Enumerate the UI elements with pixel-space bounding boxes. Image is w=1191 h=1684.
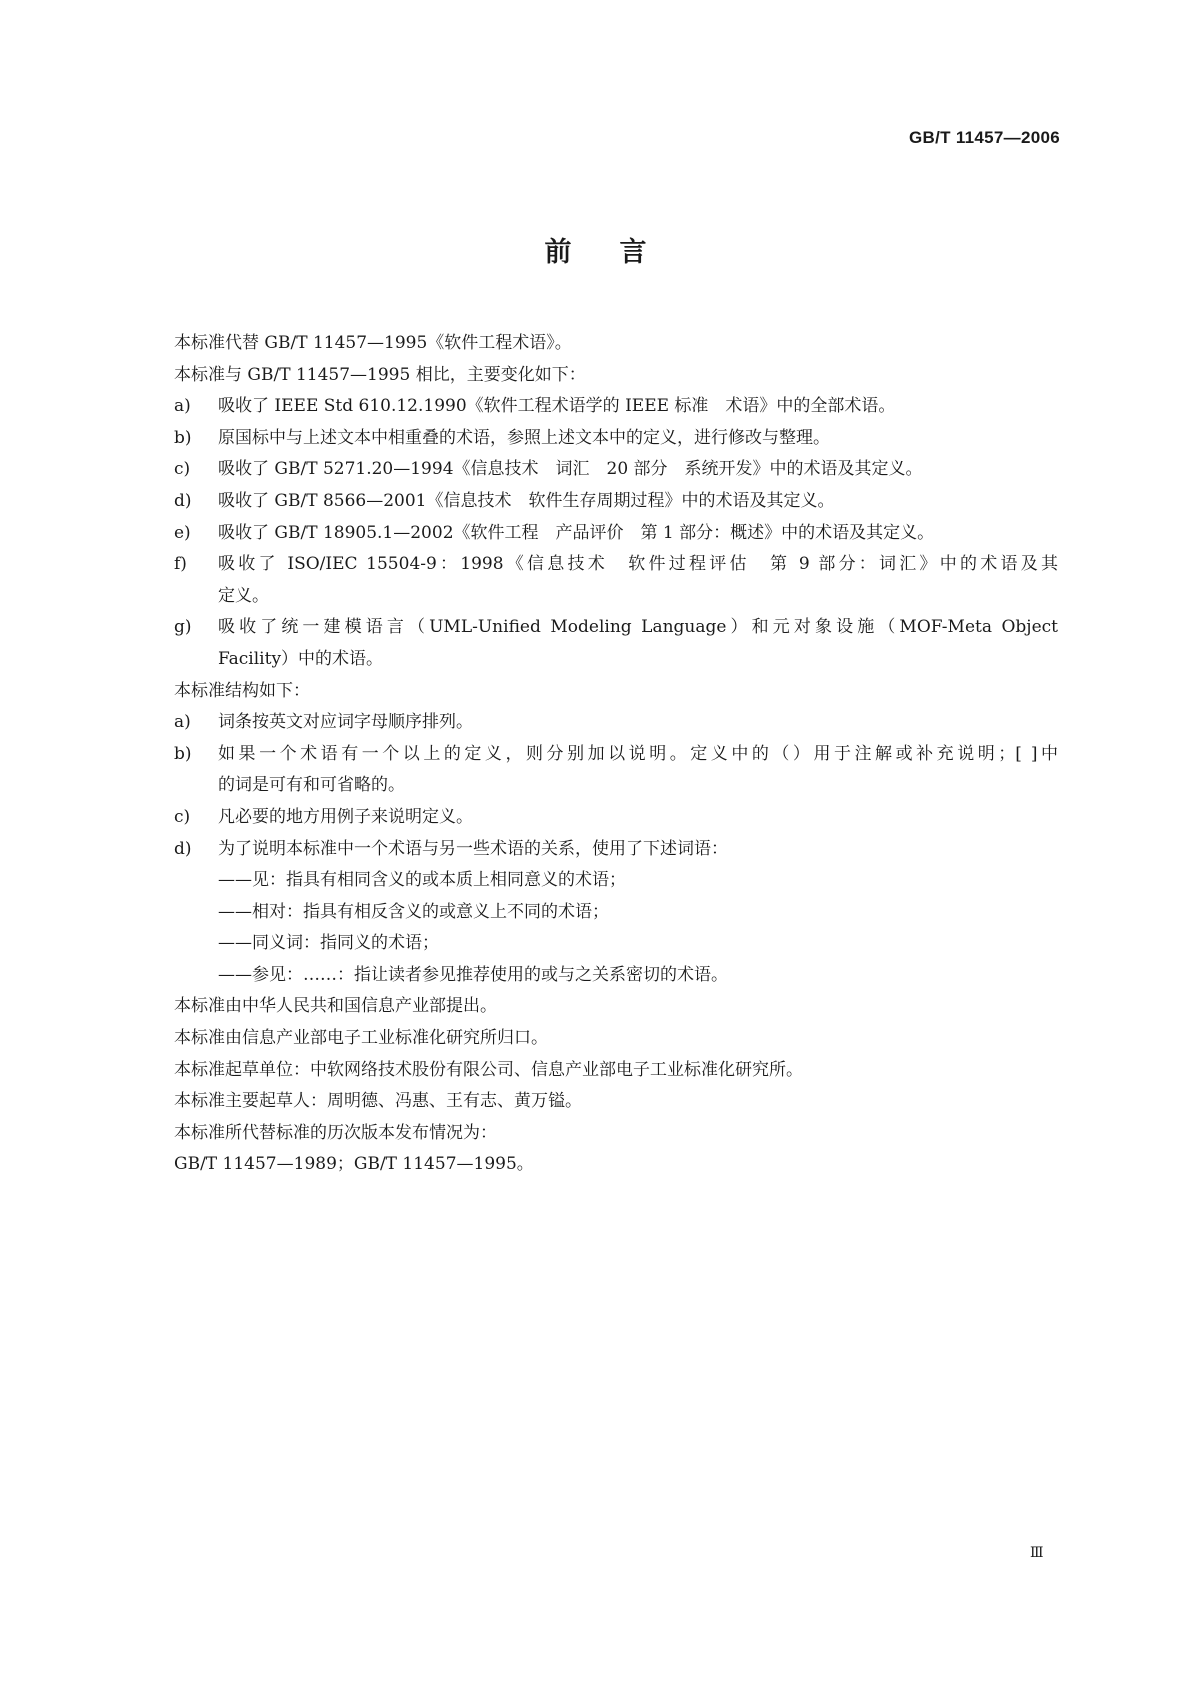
list-text: 吸收了 ISO/IEC 15504-9：1998《信息技术 软件过程评估 第 9 部分：词汇》中的术语及其: [218, 554, 1058, 575]
list-text: 吸收了 GB/T 5271.20—1994《信息技术 词汇 20 部分 系统开发》中的术语及其定义。: [218, 459, 923, 480]
document-body: [174, 328, 1058, 1181]
relation-item: ——同义词：指同义的术语；: [218, 933, 439, 954]
list-text-continuation: Facility）中的术语。: [218, 648, 384, 669]
list-marker: a): [174, 712, 191, 733]
list-text: 吸收了统一建模语言（UML-Unified Modeling Language）和元对象设施（MOF-Meta Object: [218, 617, 1058, 638]
list-item: [174, 423, 1058, 455]
closing-paragraph: 本标准所代替标准的历次版本发布情况为：: [174, 1122, 497, 1143]
list-text-continuation: 定义。: [218, 585, 269, 606]
relation-item: ——见：指具有相同含义的或本质上相同意义的术语；: [218, 870, 626, 891]
list-item: [174, 612, 1058, 644]
list-text: 如果一个术语有一个以上的定义，则分别加以说明。定义中的（）用于注解或补充说明；[ ]中: [218, 743, 1058, 764]
closing-paragraph: GB/T 11457—1989；GB/T 11457—1995。: [174, 1154, 534, 1175]
list-marker: d): [174, 838, 192, 859]
list-text: 词条按英文对应词字母顺序排列。: [218, 712, 473, 733]
list-item: [174, 454, 1058, 486]
list-marker: g): [174, 617, 192, 638]
standard-code: GB/T 11457—2006: [909, 128, 1060, 147]
list-marker: a): [174, 396, 191, 417]
intro-paragraph: 本标准与 GB/T 11457—1995 相比，主要变化如下：: [174, 364, 586, 385]
closing-paragraph: 本标准由中华人民共和国信息产业部提出。: [174, 996, 497, 1017]
list-marker: f): [174, 554, 187, 575]
list-item: [174, 518, 1058, 550]
page-number: Ⅲ: [1030, 1545, 1044, 1561]
list-item: [174, 391, 1058, 423]
relation-item: ——参见：……：指让读者参见推荐使用的或与之关系密切的术语。: [218, 964, 728, 985]
list-item: [174, 834, 1058, 866]
list-text: 吸收了 GB/T 18905.1—2002《软件工程 产品评价 第 1 部分：概述》中的术语及其定义。: [218, 522, 935, 543]
list-marker: c): [174, 806, 191, 827]
list-text: 吸收了 IEEE Std 610.12.1990《软件工程术语学的 IEEE 标准 术语》中的全部术语。: [218, 396, 896, 417]
list-item: [174, 549, 1058, 581]
list-item: [174, 707, 1058, 739]
list-text-continuation: 的词是可有和可省略的。: [218, 775, 405, 796]
list-marker: b): [174, 743, 192, 764]
list-text: 原国标中与上述文本中相重叠的术语，参照上述文本中的定义，进行修改与整理。: [218, 427, 830, 448]
list-text: 吸收了 GB/T 8566—2001《信息技术 软件生存周期过程》中的术语及其定义。: [218, 490, 835, 511]
closing-paragraph: 本标准主要起草人：周明德、冯惠、王有志、黄万镒。: [174, 1091, 582, 1112]
list-text: 凡必要的地方用例子来说明定义。: [218, 806, 473, 827]
list-item: [174, 486, 1058, 518]
list-text: 为了说明本标准中一个术语与另一些术语的关系，使用了下述词语：: [218, 838, 728, 859]
list-marker: b): [174, 427, 192, 448]
closing-paragraph: 本标准由信息产业部电子工业标准化研究所归口。: [174, 1028, 548, 1049]
structure-intro: 本标准结构如下：: [174, 680, 310, 701]
page-title: 前言: [544, 237, 695, 268]
list-marker: d): [174, 490, 192, 511]
list-item: [174, 739, 1058, 771]
closing-paragraph: 本标准起草单位：中软网络技术股份有限公司、信息产业部电子工业标准化研究所。: [174, 1059, 803, 1080]
list-marker: c): [174, 459, 191, 480]
intro-paragraph: 本标准代替 GB/T 11457—1995《软件工程术语》。: [174, 333, 572, 353]
relation-item: ——相对：指具有相反含义的或意义上不同的术语；: [218, 901, 609, 922]
list-marker: e): [174, 522, 191, 543]
list-item: [174, 802, 1058, 834]
